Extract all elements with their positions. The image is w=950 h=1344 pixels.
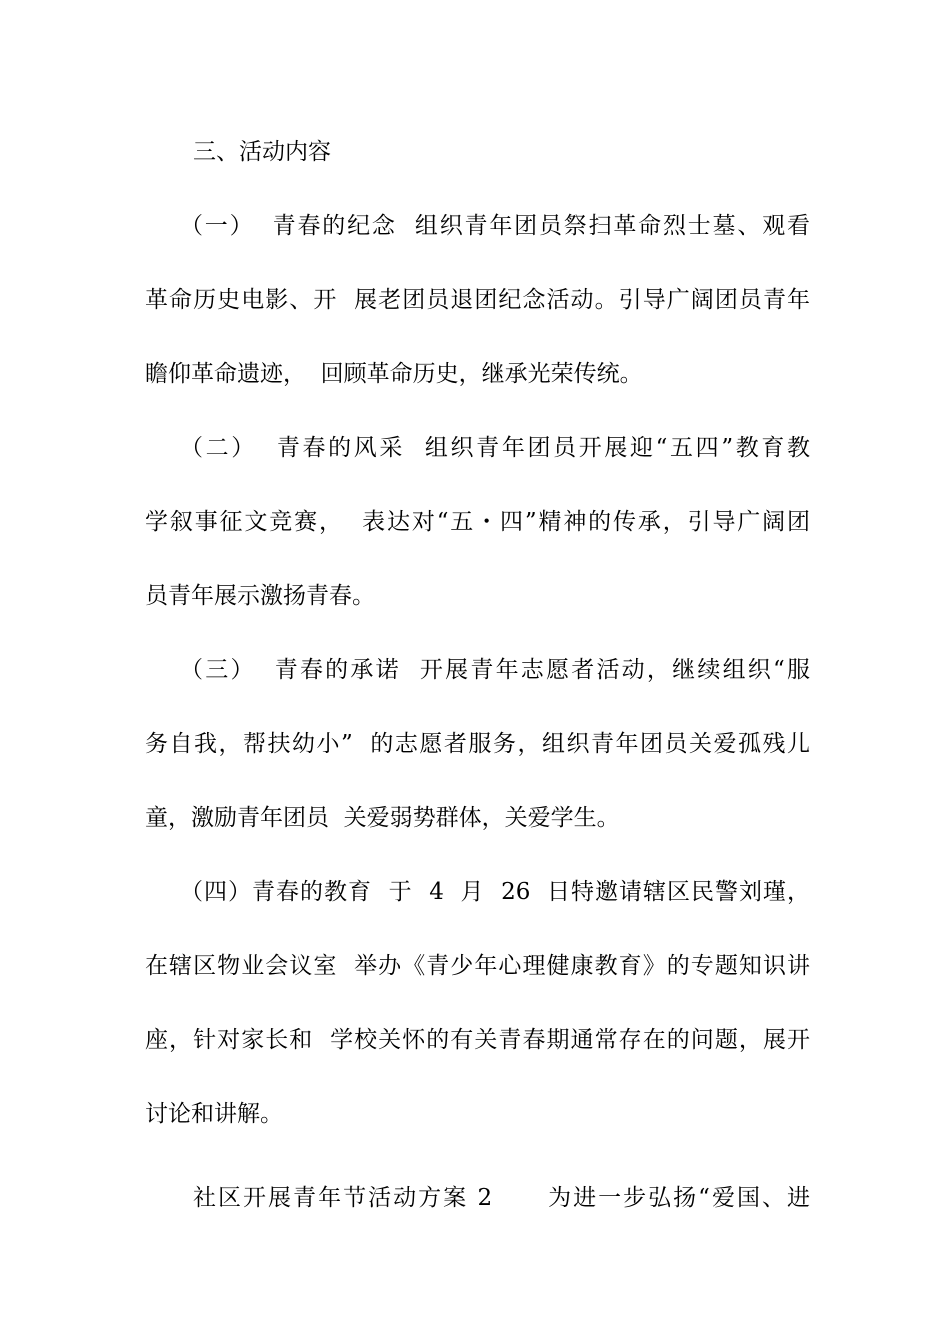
paragraph-1-line-2: 革命历史电影、开 展老团员退团纪念活动。引导广阔团员青年 bbox=[145, 287, 810, 313]
section-heading: 三、活动内容 bbox=[193, 139, 331, 165]
paragraph-2-line-2: 学叙事征文竞赛， 表达对“五・四”精神的传承，引导广阔团 bbox=[145, 509, 810, 535]
paragraph-4-line-3: 座，针对家长和 学校关怀的有关青春期通常存在的问题，展开 bbox=[145, 1027, 810, 1053]
paragraph-3-line-1: （三） 青春的承诺 开展青年志愿者活动，继续组织“服 bbox=[180, 657, 810, 683]
paragraph-1-line-1: （一） 青春的纪念 组织青年团员祭扫革命烈士墓、观看 bbox=[180, 213, 810, 239]
paragraph-2-line-1: （二） 青春的风采 组织青年团员开展迎“五四”教育教 bbox=[180, 435, 810, 461]
paragraph-2-line-3: 员青年展示激扬青春。 bbox=[145, 583, 375, 609]
paragraph-4-line-2: 在辖区物业会议室 举办《青少年心理健康教育》的专题知识讲 bbox=[145, 953, 810, 979]
paragraph-4-line-4: 讨论和讲解。 bbox=[145, 1101, 283, 1127]
paragraph-4-line-1: （四）青春的教育 于 4 月 26 日特邀请辖区民警刘瑾， bbox=[180, 879, 810, 905]
paragraph-3-line-2: 务自我，帮扶幼小” 的志愿者服务，组织青年团员关爱孤残儿 bbox=[145, 731, 810, 757]
next-section-title-line: 社区开展青年节活动方案 2 为进一步弘扬“爱国、进 bbox=[193, 1185, 810, 1211]
paragraph-1-line-3: 瞻仰革命遗迹， 回顾革命历史，继承光荣传统。 bbox=[145, 361, 643, 387]
paragraph-3-line-3: 童，激励青年团员 关爱弱势群体，关爱学生。 bbox=[145, 805, 620, 831]
